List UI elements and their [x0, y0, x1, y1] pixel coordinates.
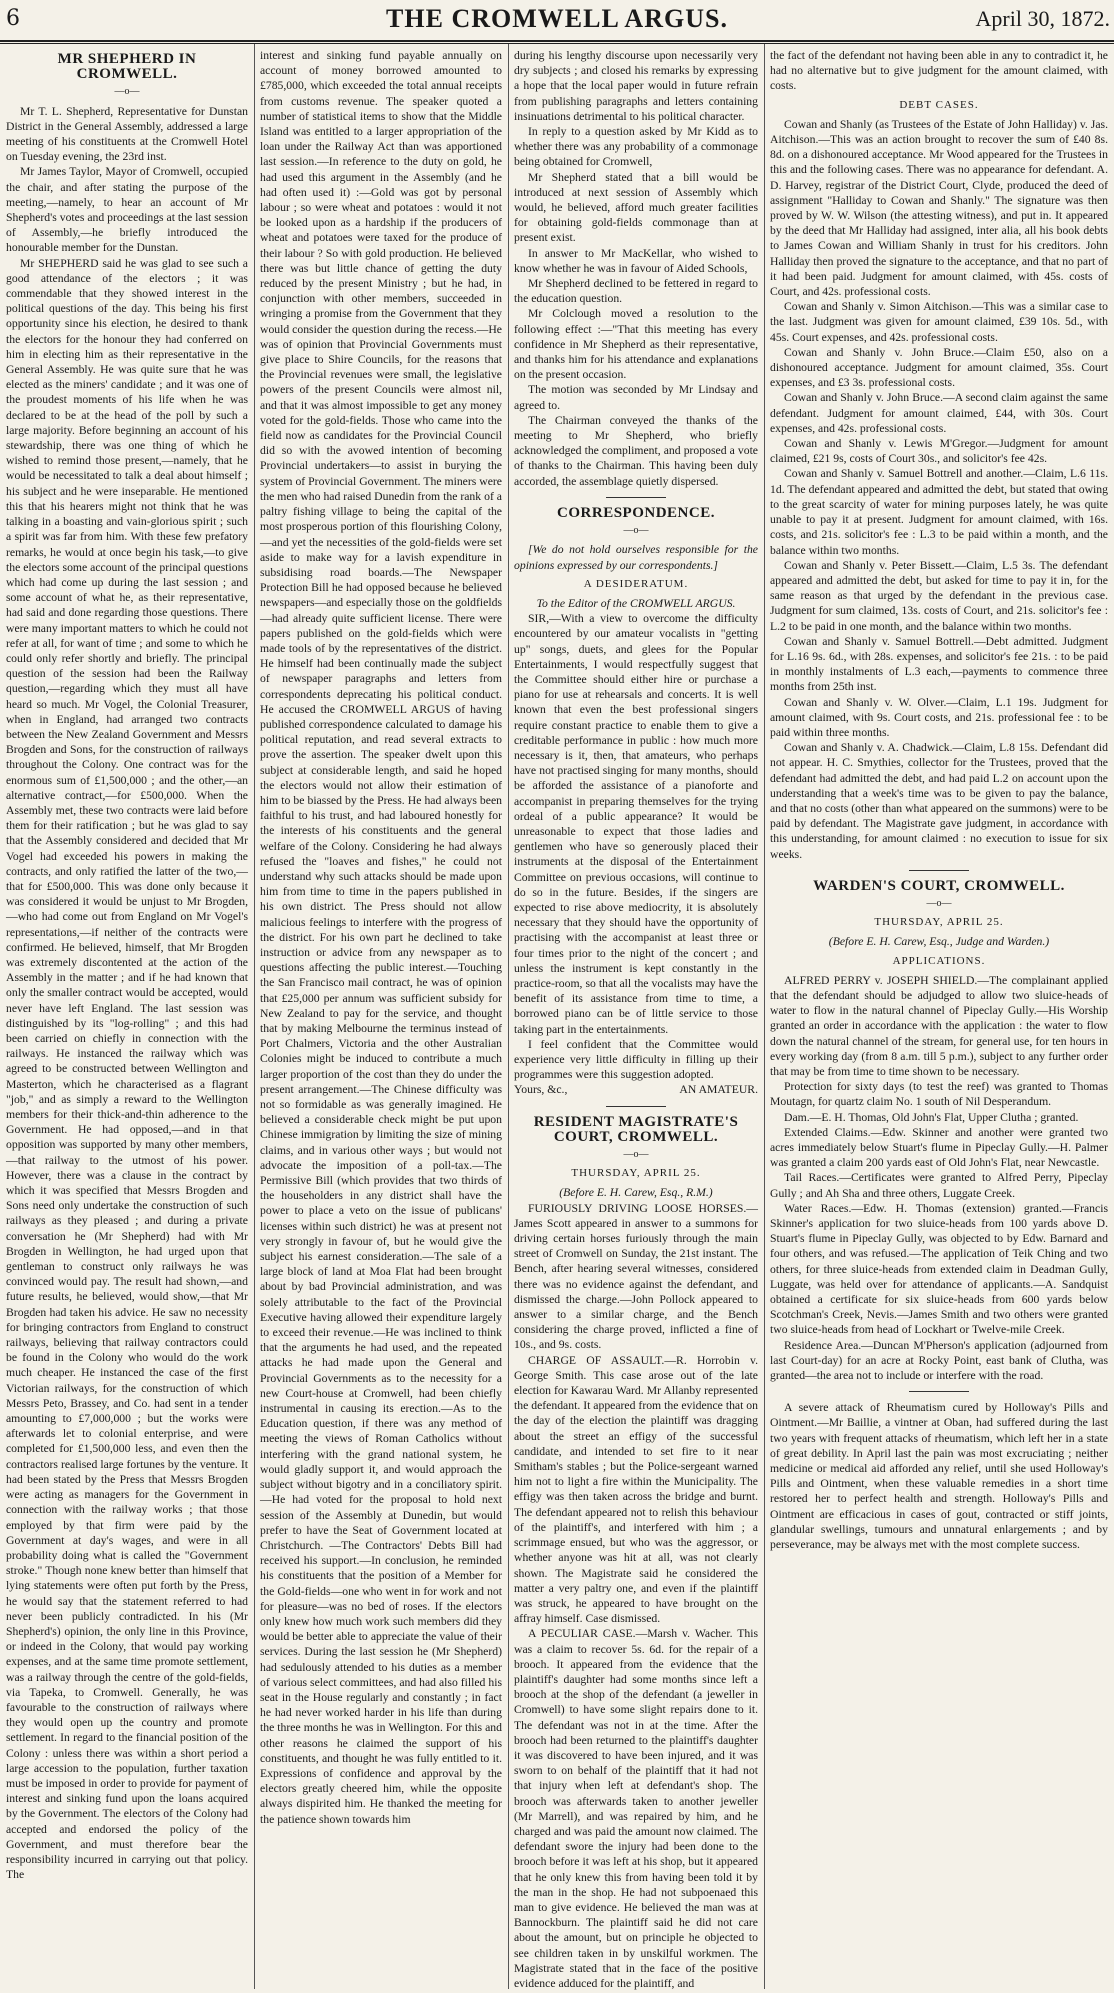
paragraph: Protection for sixty days (to test the reef) was granted to Thomas Moutagn, for quartz claim No. 1 south of Nil Desperandum.: [770, 1080, 1108, 1109]
paragraph: Cowan and Shanly v. Peter Bissett.—Claim, L.5 3s. The defendant appeared and admitted the debt, but asked for time to pay it in, for the same reason as that urged by the defendant in the previous case. Judgment for sum claimed, 13s. costs of Court, and 21s. solicitor's fee : L.2 to be paid in one month, and the balance within two months.: [770, 558, 1108, 633]
masthead-rule: [0, 40, 1114, 42]
paragraph: Mr Shepherd declined to be fettered in regard to the education question.: [514, 277, 758, 306]
page-number: 6: [6, 6, 20, 31]
column-4: [770, 48, 1108, 1983]
column-divider: [508, 44, 509, 1989]
divider: —o—: [623, 525, 649, 537]
paragraph: Extended Claims.—Edw. Skinner and another were granted two acres immediately below Stuart's flume in Pipeclay Gully.—H. Palmer was granted a claim 200 yards east of Old John's Flat, near Newcastle.: [770, 1125, 1108, 1170]
paragraph: A PECULIAR CASE.—Marsh v. Wacher. This was a claim to recover 5s. 6d. for the repair of a brooch. It appeared from the evidence that the plaintiff's daughter had some months since left a brooch at the shop of the defendant (a jeweller in Cromwell) to have some slight repairs done to it. The defendant was not in at the time. After the brooch had been returned to the plaintiff's daughter it was discovered to have been injured, and it was sworn to on behalf of the plaintiff that it had not that injury when left at defendant's shop. The brooch was afterwards taken to another jeweller (Mr Marrell), and was repaired by him, and he charged and was paid the amount now claimed. The defendant swore the injury had been done to the brooch before it was left at his shop, but it appeared that he only knew this from having been told it by the man in the shop. He had not subpoenaed this man to give evidence. He believed the man was at Bannockburn. The plaintiff said he did not care about the amount, but on principle he objected to see children taken in by unskilful workmen. The Magistrate stated that in the face of the positive evidence adduced for the plaintiff, and: [514, 1627, 758, 1990]
paragraph: Cowan and Shanly v. Simon Aitchison.—This was a similar case to the last. Judgment was given for amount claimed, £39 10s. 5d., with 45s. Court expenses, and 42s. professional costs.: [770, 300, 1108, 344]
issue-date: April 30, 1872.: [975, 6, 1110, 31]
debt-cases-heading: DEBT CASES.: [899, 98, 979, 111]
paragraph: Cowan and Shanly v. Samuel Bottrell and another.—Claim, L.6 11s. 1d. The defendant appeared and admitted the debt, but stated that owing to the great scarcity of water for mining purposes lately, he was quite unable to pay it at present. Judgment for amount claimed, with 16s. costs, and 21s. solicitor's fee : L.3 to be paid within a month, and the balance within two months.: [770, 467, 1108, 557]
newspaper-title: THE CROMWELL ARGUS.: [386, 4, 728, 33]
paragraph: Residence Area.—Duncan M'Pherson's application (adjourned from last Court-day) for an acre at Rocky Point, east bank of Clutha, was granted—the area not to include or interfere with the road.: [770, 1338, 1108, 1383]
paragraph: ALFRED PERRY v. JOSEPH SHIELD.—The complainant applied that the defendant should be adjudged to allow two sluice-heads of water to flow in the natural channel of Pipeclay Gully.—His Worship granted an order in accordance with the application : the water to flow down the natural channel of the stream, for general use, for ten hours in every working day (from 8 a.m. till 5 p.m.), subject to any further order that may be from time to time shown to be necessary.: [770, 973, 1108, 1078]
section-rule: [606, 1106, 666, 1107]
paragraph: Cowan and Shanly (as Trustees of the Estate of John Halliday) v. Jas. Aitchison.—This was an action brought to recover the sum of £40 8s. 8d. on a dishonoured acceptance. Mr Wood appeared for the Trustees in this and the following cases. There was no appearance for defendant. A. D. Harvey, registrar of the District Court, Clyde, produced the deed of assignment "Halliday to Cowan and Shanly." The signature was then proved by W. W. Wilson (the attesting witness), and put in. It appeared by the deed that Mr Halliday had assigned, inter alia, all his book debts to James Cowan and William Shanly in trust for his creditors. John Halliday then proved the signature to the acceptance, and that no part of it had been paid. Judgment for amount claimed, with 45s. costs of Court, and 42s. professional costs.: [770, 117, 1108, 299]
wardens-court-date: THURSDAY, APRIL 25.: [874, 916, 1004, 929]
paragraph: Mr T. L. Shepherd, Representative for Dunstan District in the General Assembly, addressed a large meeting of his constituents at the Cromwell Hotel on Tuesday evening, the 23rd inst.: [6, 104, 248, 164]
divider: —o—: [926, 897, 952, 909]
paragraph: Cowan and Shanly v. Lewis M'Gregor.—Judgment for amount claimed, £21 9s, costs of Court 30s., and solicitor's fee 42s.: [770, 437, 1108, 466]
paragraph: Mr Colclough moved a resolution to the following effect :—"That this meeting has every confidence in Mr Shepherd as their representative, and thanks him for his attendance and explanations on the present occasion.: [514, 307, 758, 382]
section-rule: [909, 1391, 969, 1392]
letter-heading: A DESIDERATUM.: [583, 577, 689, 590]
paragraph: Cowan and Shanly v. John Bruce.—Claim £50, also on a dishonoured acceptance. Judgment for amount claimed, 35s. Court expenses, and £3 3s. professional costs.: [770, 345, 1108, 390]
wardens-court-heading: WARDEN'S COURT, CROMWELL.: [813, 877, 1065, 894]
paragraph: The motion was seconded by Mr Lindsay and agreed to.: [514, 383, 758, 412]
column-divider: [764, 44, 765, 1989]
masthead: [0, 0, 1114, 38]
paragraph: Dam.—E. H. Thomas, Old John's Flat, Upper Clutha ; granted.: [784, 1110, 1079, 1124]
paragraph: Mr James Taylor, Mayor of Cromwell, occupied the chair, and after stating the purpose of the meeting,—namely, to hear an account of Mr Shepherd's votes and proceedings at the last session of Assembly,—he briefly introduced the honourable member for the Dunstan.: [6, 165, 248, 255]
section-rule: [606, 497, 666, 498]
column-divider: [254, 44, 255, 1989]
rm-court-before: (Before E. H. Carew, Esq., R.M.): [559, 1186, 713, 1200]
letter-signature: AN AMATEUR.: [679, 1083, 758, 1097]
rm-court-heading: RESIDENT MAGISTRATE'S COURT, CROMWELL.: [533, 1113, 739, 1145]
paragraph: during his lengthy discourse upon necessarily very dry subjects ; and closed his remarks by expressing a hope that the local paper would in future refrain from publishing paragraphs and letters containing insinuations detrimental to his political character.: [514, 49, 758, 123]
column-2: [260, 48, 502, 1983]
column-1: [6, 48, 248, 1983]
article-heading-shepherd: MR SHEPHERD IN CROMWELL.: [57, 51, 197, 83]
divider: —o—: [623, 1149, 649, 1161]
applications-heading: APPLICATIONS.: [892, 954, 986, 967]
paragraph: Tail Races.—Certificates were granted to Alfred Perry, Pipeclay Gully ; and Ah Sha and three others, Luggate Creek.: [770, 1171, 1108, 1200]
column-3: [514, 48, 758, 1990]
letter-signoff: [514, 1082, 758, 1097]
paragraph: CHARGE OF ASSAULT.—R. Horrobin v. George Smith. This case arose out of the late election for Kawarau Ward. Mr Allanby represented the defendant. It appeared from the evidence that on the day of the election the plaintiff was dragging about the street an effigy of the successful candidate, and intended to set fire to it near Smitham's stables ; but the Police-sergeant warned him not to light a fire within the Municipality. The effigy was then taken across the bridge and burnt. The defendant appeared not to relish this behaviour of the plaintiff's, and interfered with him ; a scrimmage ensued, but who was the aggressor, or whether anyone was hit at all, was not clearly shown. The Magistrate said he considered the matter a very paltry one, and even if the plaintiff was struck, he appeared to have brought on the affray himself. Case dismissed.: [514, 1353, 758, 1626]
paragraph: In reply to a question asked by Mr Kidd as to whether there was any probability of a commonage being obtained for Cromwell,: [514, 125, 758, 169]
paragraph: Water Races.—Edw. H. Thomas (extension) granted.—Francis Skinner's application for two sluice-heads from 100 yards above D. Stuart's flume in Pipeclay Gully, was objected to by Edw. Barnard and four others, and was refused.—The application of Teik Ching and two others, for three sluice-heads from extended claim in Deadman Gully, Luggate, was held over for attendance of applicants.—A. Sandquist obtained a certificate for six sluice-heads from 600 yards below Scotchman's Creek, Nevis.—James Smith and two others were granted two sluice-heads from head of Lockhart or Twelve-mile Creek.: [770, 1201, 1108, 1337]
paragraph: Mr SHEPHERD said he was glad to see such a good attendance of the electors ; it was commendable that they showed interest in the political questions of the day. This being his first opportunity since his election, he desired to thank the electors for the honour they had conferred on him in electing him as their representative in the General Assembly. He was quite sure that he was elected as the miners' candidate ; and it was one of the proudest moments of his life when he was declared to be at the head of the poll by such a large majority. Before beginning an account of his stewardship, there was one thing of which he wished to remind those present,—namely, that he would be necessitated to talk a deal about himself ; his subject and he were inseparable. He mentioned this that his hearers might not think that he was talking in a boasting and vain-glorious spirit ; such a spirit was far from him. With these few prefatory remarks, he would at once begin his task,—to give the electors some account of the principal questions which had come up during the last session ; and some account of what he, as their representative, had said and done regarding those questions. There were many important matters to which he could not refer at all, for want of time ; and some to which he could only refer shortly and briefly. The principal question of the session had been the Railway question,—regarding which they must all have heard so much. Mr Vogel, the Colonial Treasurer, when in England, had arranged two contracts between the New Zealand Government and Messrs Brogden and Sons, for the construction of railways throughout the Colony. One contract was for the enormous sum of £1,500,000 ; and the other,—an alternative contract,—for £500,000. When the Assembly met, these two contracts were laid before them for their ratification ; but he was glad to say that the Assembly considered and decided that Mr Vogel had exceeded his powers in making the contracts, and only ratified the latter of the two,—that for £500,000. This was done only because it was considered it would be unjust to Mr Brogden,—who had come out from England on Mr Vogel's representations,—if neither of the contracts were confirmed. He believed, himself, that Mr Brogden was extremely discontented at the action of the Assembly in the matter ; and if he had known that only the smaller contract would be accepted, would never have left England. The last session was distinguished by its "log-rolling" ; and this had been carried on chiefly in connection with the railways. He instanced the railway which was agreed to be constructed between Wellington and Masterton, which he characterised as a flagrant "job," and as simply a reward to the Wellington members for their thick-and-thin adherence to the Government. He had opposed,—and in that opposition was supported by many other members,—that railway to the utmost of his power. However, there was a clause in the contract by which it was specified that Messrs Brogden and Sons need only undertake the construction of such railways as they pleased ; and during a private conversation he (Mr Shepherd) had with Mr Brogden in Wellington, he had urged upon that gentleman to construct only railways he was convinced would pay. The result had shown,—and future results, he believed, would show,—that Mr Brogden had taken his advice. He saw no necessity for bringing contractors from England to construct railways, believing that railway contractors could be found in the Colony who would do the work much cheaper. He instanced the case of the first Victorian railways, for the construction of which Messrs Peto, Brassey, and Co. had sent in a tender amounting to £7,000,000 ; but the works were afterwards let to colonial enterprise, and were completed for £1,500,000 less, and even then the contractors realised large fortunes by the venture. It had been stated by the Press that Messrs Brogden were acting as managers for the Government in connection with the railway works ; that those employed by that firm were paid by the Government at day's wages, and were in all probability doing what is called the "Government stroke." Though none knew better than himself that lying statements were often put forth by the Press, he would say that the statement referred to had never been publicly contradicted. In his (Mr Shepherd's) opinion, the only line in this Province, or indeed in the Colony, that would pay working expenses, and at the same time promote settlement, was a railway through the centre of the gold-fields, via Tapeka, to Cromwell. Generally, he was favourable to the construction of railways where they would open up the country and promote settlement. In regard to the financial position of the Colony : unless there was within a short period a large accession to the population, further taxation must be imposed in order to provide for payment of interest and sinking fund upon the loans acquired by the Government. The electors of the Colony had accepted and endorsed the policy of the Government, and must therefore bear the responsibility incurred in carrying out that policy. The: [6, 256, 248, 1882]
paragraph: FURIOUSLY DRIVING LOOSE HORSES.—James Scott appeared in answer to a summons for driving certain horses furiously through the main street of Cromwell on Sunday, the 21st instant. The Bench, after hearing several witnesses, considered there was no evidence against the defendant, and dismissed the charge.—John Pollock appeared to answer to a similar charge, and the Bench considering the charge proved, inflicted a fine of 10s., and 9s. costs.: [514, 1201, 758, 1352]
letter-closing: Yours, &c.,: [514, 1083, 568, 1097]
paragraph: the fact of the defendant not having been able in any to contradict it, he had no alternative but to give judgment for the amount claimed, with costs.: [770, 49, 1108, 93]
letter-addressee: To the Editor of the CROMWELL ARGUS.: [536, 596, 736, 610]
paragraph: The Chairman conveyed the thanks of the meeting to Mr Shepherd, who briefly acknowledged the compliment, and proposed a vote of thanks to the Chairman. This having been duly accorded, the assemblage quietly dispersed.: [514, 413, 758, 488]
rm-court-date: THURSDAY, APRIL 25.: [571, 1167, 701, 1180]
paragraph: SIR,—With a view to overcome the difficulty encountered by our amateur vocalists in "getting up" songs, duets, and glees for the Popular Entertainments, I would respectfully suggest that the Committee should either hire or purchase a piano for use at rehearsals and concerts. It is well known that even the best professional singers require constant practice to enable them to give a creditable performance in public : how much more necessary is it, then, that amateurs, who perhaps have not practised singing for many months, should be afforded the assistance of a pianoforte and accompanist in preparing themselves for the trying ordeal of a public appearance? It would be unreasonable to expect that those ladies and gentlemen who have so generously placed their instruments at the disposal of the Entertainment Committee on previous occasions, will continue to do so in the future. Besides, if the singers are expected to rise above mediocrity, it is absolutely necessary that they should have the opportunity of practising with the accompanist at least three or four times prior to the night of the concert ; and unless the instrument is kept constantly in the practice-room, so that all the vocalists may have the benefit of its assistance from time to time, a borrowed piano can be of little service to those taking part in the entertainments.: [514, 612, 758, 1036]
paragraph: Cowan and Shanly v. John Bruce.—A second claim against the same defendant. Judgment for amount claimed, £44, with 30s. Court expenses, and 42s. professional costs.: [770, 391, 1108, 435]
wardens-court-before: (Before E. H. Carew, Esq., Judge and Warden.): [828, 935, 1050, 949]
masthead-rule-thin: [0, 43, 1114, 44]
editor-note: [We do not hold ourselves responsible for the opinions expressed by our correspondents.]: [514, 543, 758, 572]
paragraph: Cowan and Shanly v. Samuel Bottrell.—Debt admitted. Judgment for L.16 9s. 6d., with 28s. expenses, and solicitor's fee 21s. : to be paid in monthly instalments of L.3 each,—payments to commence three months from 25th inst.: [770, 634, 1108, 694]
paragraph: In answer to Mr MacKellar, who wished to know whether he was in favour of Aided Schools,: [514, 246, 758, 275]
paragraph: I feel confident that the Committee would experience very little difficulty in filling up their programmes were this suggestion adopted.: [514, 1037, 758, 1082]
divider: —o—: [114, 86, 140, 98]
paragraph: Mr Shepherd stated that a bill would be introduced at next session of Assembly which would, he believed, afford much greater facilities for obtaining gold-fields commonage than at present exist.: [514, 170, 758, 245]
correspondence-heading: CORRESPONDENCE.: [557, 504, 715, 521]
paragraph: Cowan and Shanly v. A. Chadwick.—Claim, L.8 15s. Defendant did not appear. H. C. Smythies, collector for the Trustees, proved that the defendant had admitted the debt, and had paid L.2 on account upon the understanding that a week's time was to be given to pay the balance, and that no costs (other than what appeared on the summons) were to be paid by defendant. The Magistrate gave judgment, in accordance with this understanding, for amount claimed : no execution to issue for six weeks.: [770, 741, 1108, 861]
advertisement-holloway: A severe attack of Rheumatism cured by Holloway's Pills and Ointment.—Mr Baillie, a vintner at Oban, had suffered during the last two years with frequent attacks of rheumatism, which left her in a state of great debility. In April last the pain was most excruciating ; neither medicine or medical aid afforded any relief, until she used Holloway's Pills and Ointment, when these valuable remedies in a short time restored her to perfect health and strength. Holloway's Pills and Ointment are efficacious in cases of gout, contracted or stiff joints, glandular swellings, tumours and unnatural enlargements ; and by perseverance, may be always met with the most complete success.: [770, 1401, 1108, 1552]
paragraph: Cowan and Shanly v. W. Olver.—Claim, L.1 19s. Judgment for amount claimed, with 9s. Court costs, and 21s. professional fee : to be paid within three months.: [770, 695, 1108, 739]
paragraph: interest and sinking fund payable annually on account of money borrowed amounted to £785,000, which exceeded the total annual receipts from customs revenue. The speaker quoted a number of statistical items to show that the Middle Island was entitled to a larger appropriation of the loan under the Railway Act than was apportioned last session.—In reference to the duty on gold, he had used this argument in the Assembly (and he had often used it) :—Gold was got by personal labour ; so were wheat and potatoes : would it not be looked upon as a hardship if the producers of wheat and potatoes were taxed for the produce of their labour ? So with gold production. He believed there was but little chance of getting the duty reduced by the present Ministry ; but he had, in conjunction with other members, succeeded in wringing a promise from the Government that they would consider the question during the recess.—He was of opinion that Provincial Governments must give place to Shire Councils, for the reasons that the Provincial revenues were small, the legislative powers of the present Councils were almost nil, and that it was almost impossible to get any money voted for the gold-fields. Those who came into the field now as candidates for the Provincial Council did so with the avowed intention of becoming Provincial undertakers—to assist in burying the system of Provincial Government. The miners were the men who had raised Dunedin from the rank of a paltry fishing village to being the capital of the most prosperous portion of this flourishing Colony,—and yet the necessities of the gold-fields were set aside to make way for a lavish expenditure in subsidising road boards.—The Newspaper Protection Bill he had opposed because he believed newspapers—and especially those on the goldfields—had already quite sufficient license. There were papers published on the gold-fields which were made tools of by the representatives of the district. He himself had been continually made the subject of newspaper paragraphs and letters from correspondents deprecating his political conduct. He accused the CROMWELL ARGUS of having published correspondence calculated to damage his political reputation, and read several extracts to prove the assertion. The speaker dwelt upon this subject at considerable length, and said he hoped the electors would not allow their estimation of him to be biassed by the Press. He had always been faithful to his trust, and had laboured honestly for the interests of his constituents and the general welfare of the Colony. Considering he had always refused the "loaves and fishes," he could not understand why such attacks should be made upon him from time to time in the papers published in his own district. The Press should not allow malicious feelings to interfere with the progress of the district. For his own part he declined to take instruction or advice from any newspaper as to questions affecting the public interest.—Touching the San Francisco mail contract, he was of opinion that £25,000 per annum was sufficient subsidy for New Zealand to pay for the service, and thought that by making Melbourne the terminus instead of Port Chalmers, Victoria and the other Australian Colonies might be induced to contribute a much larger proportion of the cost than they do under the present arrangement.—The Chinese difficulty was not so formidable as was generally imagined. He believed a considerable check might be put upon Chinese immigration by limiting the size of mining claims, and in various other ways ; but would not advocate the imposition of a poll-tax.—The Permissive Bill (which provides that two thirds of the householders in any district shall have the power to place a veto on the issue of publicans' licenses within such district) he was at present not very strongly in favour of, but he would give the subject his earnest consideration.—The sale of a large block of land at Moa Flat had been brought about by bad Provincial administration, and was solely attributable to the fact of the Provincial Executive having allowed their expenditure largely to exceed their revenue.—He was inclined to think that the arguments he had used, and the repeated attacks he had made upon the General and Provincial Governments as to the necessity for a new Court-house at Cromwell, had been chiefly instrumental in causing its erection.—As to the Education question, if there was any method of meeting the views of Roman Catholics without interfering with the grand national system, he would gladly support it, and would approach the subject without bigotry and in a conciliatory spirit.—He had voted for the proposal to hold next session of the Assembly at Dunedin, but would prefer to have the Seat of Government located at Christchurch. —The Contractors' Debts Bill had received his support.—In conclusion, he reminded his constituents that the position of a Member for the Gold-fields—one who went in for work and not for pleasure—was no bed of roses. If the electors only knew how much work such members did they would be better able to appreciate the value of their services. During the last session he (Mr Shepherd) had sedulously attended to his duties as a member of various select committees, and had also filled his seat in the House regularly and constantly ; in fact he had never worked harder in his life than during the three months he was in Wellington. For this and other reasons he claimed the support of his constituents, and thought he was fully entitled to it. Expressions of confidence and approval by the electors greatly cheered him, while the opposite always dispirited him. He thanked the meeting for the patience shown towards him: [260, 49, 502, 1826]
section-rule: [909, 870, 969, 871]
